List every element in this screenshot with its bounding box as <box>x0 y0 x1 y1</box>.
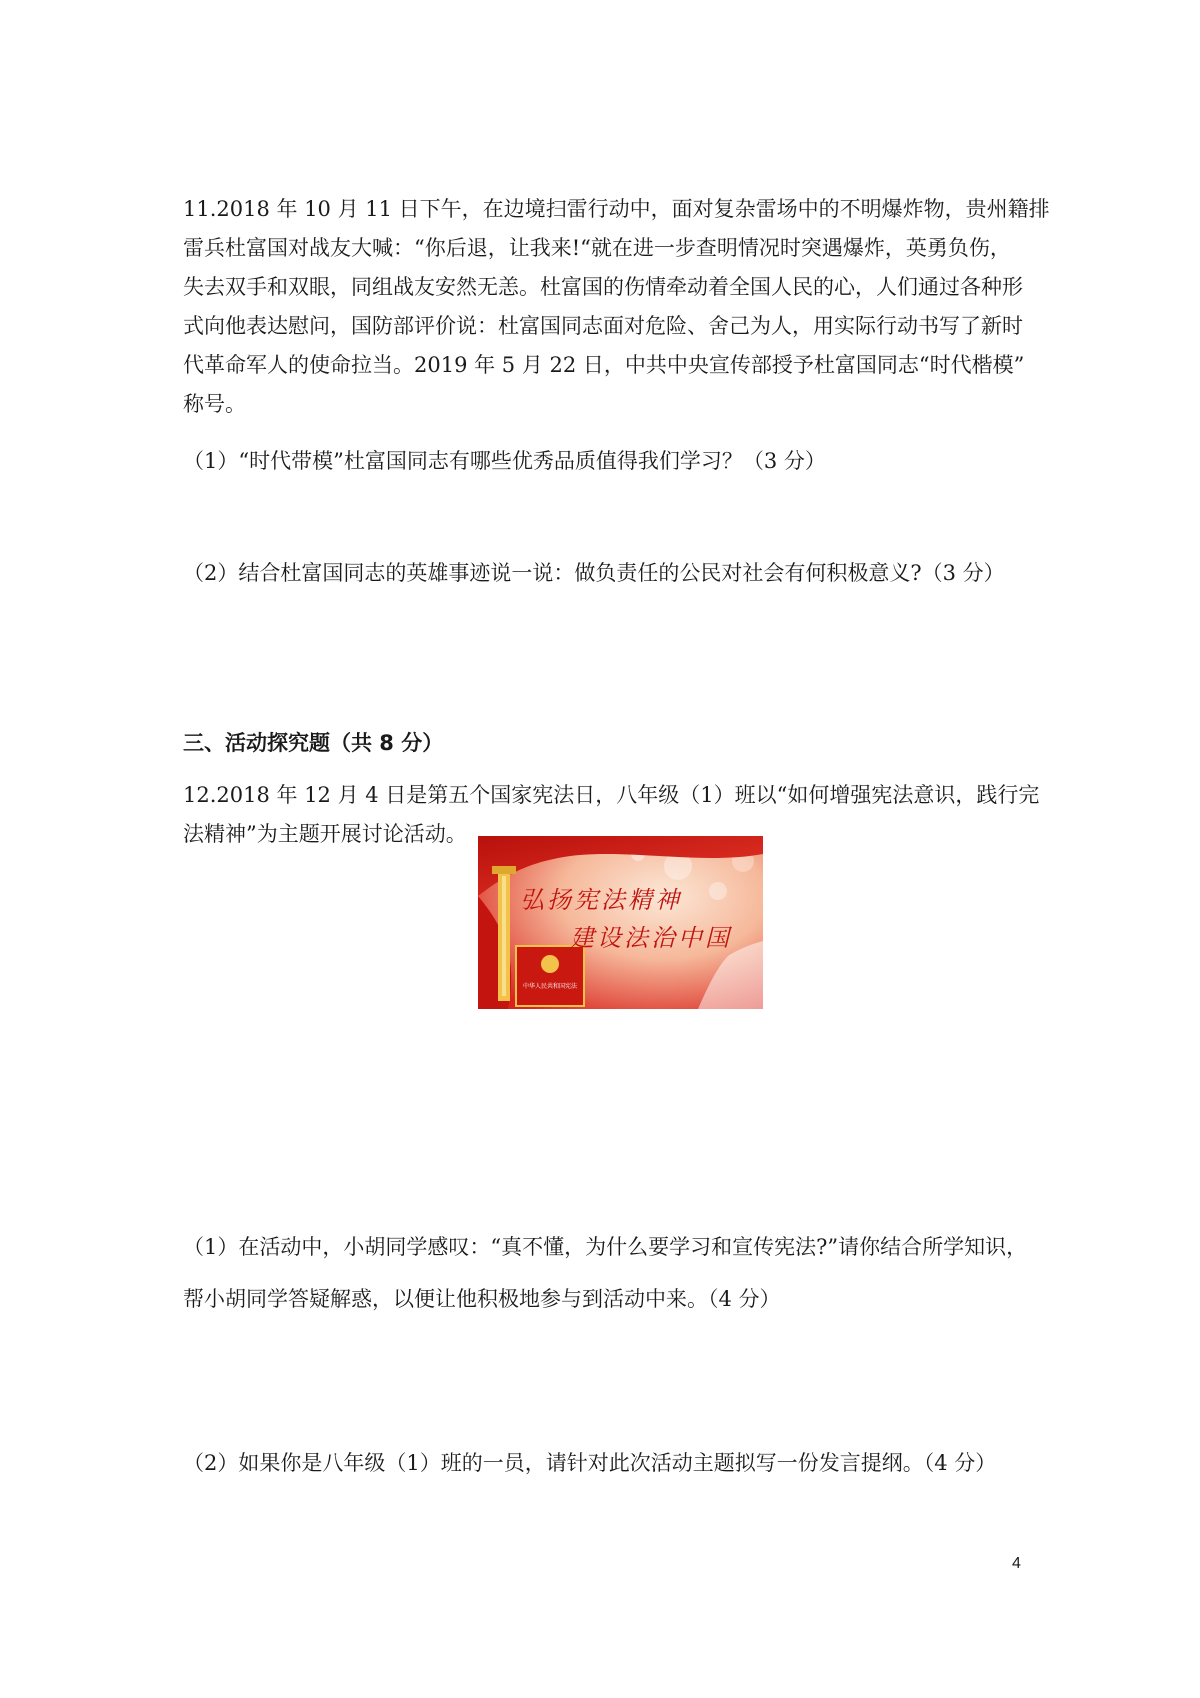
question-11-stem <box>183 190 1050 424</box>
q11-line: 称号。 <box>183 392 246 416</box>
q12-sub1-line2: 帮小胡同学答疑解惑，以便让他积极地参与到活动中来。（4 分） <box>183 1287 781 1311</box>
q12-line: 12.2018 年 12 月 4 日是第五个国家宪法日，八年级（1）班以“如何增强宪法意识，践行完 <box>183 783 1040 807</box>
section-3-title: 三、活动探究题（共 8 分） <box>183 731 444 755</box>
q11-line: 代革命军人的使命拉当。2019 年 5 月 22 日，中共中央宣传部授予杜富国同志“时代楷模” <box>183 353 1025 377</box>
q11-sub1: （1）“时代带模”杜富国同志有哪些优秀品质值得我们学习？（3 分） <box>183 449 826 473</box>
q11-line: 11.2018 年 10 月 11 日下午，在边境扫雷行动中，面对复杂雷场中的不明爆炸物，贵州籍排 <box>183 197 1050 221</box>
q12-sub1-line1: （1）在活动中，小胡同学感叹：“真不懂，为什么要学习和宣传宪法?”请你结合所学知识， <box>183 1235 1028 1259</box>
book-cover-text: 中华人民共和国宪法 <box>522 983 578 990</box>
q12-line: 法精神”为主题开展讨论活动。 <box>183 822 467 846</box>
q12-sub2: （2）如果你是八年级（1）班的一员，请针对此次活动主题拟写一份发言提纲。（4 分） <box>183 1451 997 1475</box>
poster-slogan-2: 建设法治中国 <box>570 924 732 952</box>
q11-line: 雷兵杜富国对战友大喊：“你后退，让我来!“就在进一步查明情况时突遇爆炸，英勇负伤， <box>183 236 1011 260</box>
page-number: 4 <box>1012 1555 1021 1572</box>
q11-line: 式向他表达慰问，国防部评价说：杜富国同志面对危险、舍己为人，用实际行动书写了新时 <box>183 314 1023 338</box>
q11-sub2: （2）结合杜富国同志的英雄事迹说一说：做负责任的公民对社会有何积极意义?（3 分） <box>183 561 1005 585</box>
constitution-poster-image <box>478 836 763 1009</box>
poster-slogan-1: 弘扬宪法精神 <box>520 886 682 914</box>
q11-line: 失去双手和双眼，同组战友安然无恙。杜富国的伤情牵动着全国人民的心，人们通过各种形 <box>183 275 1023 299</box>
